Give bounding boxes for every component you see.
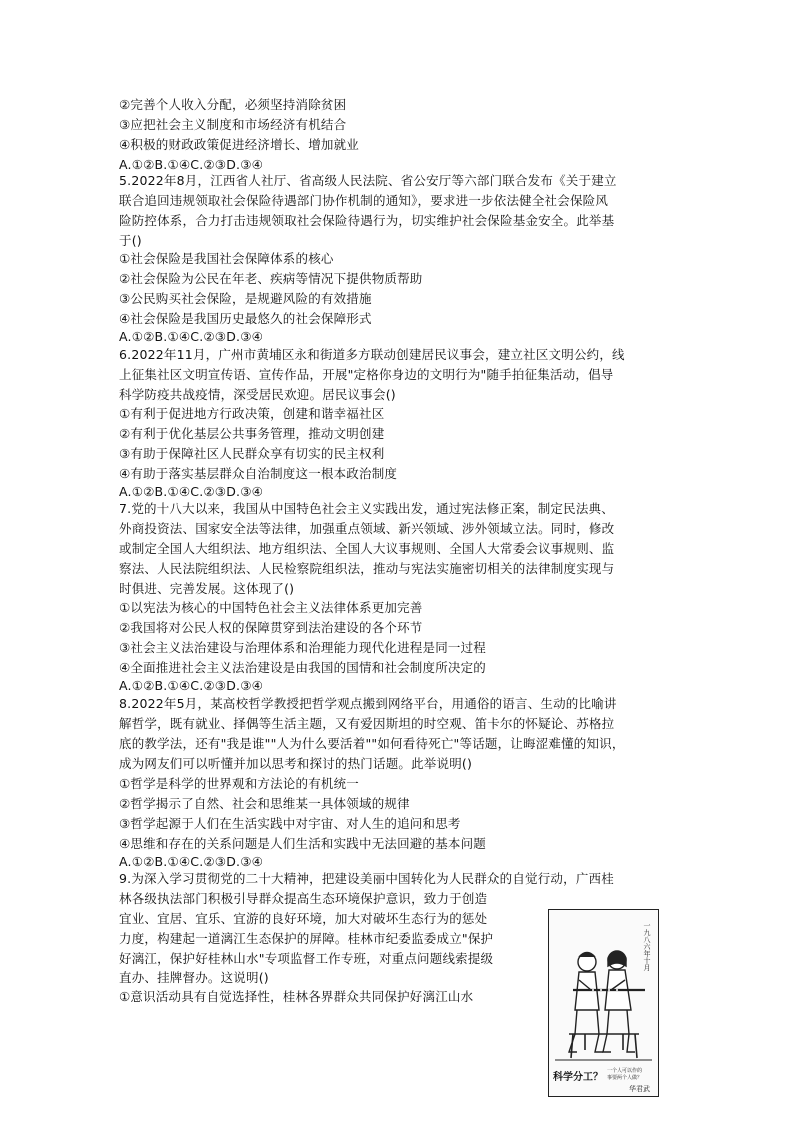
cartoon-date: 一九八六年十月 [643, 922, 651, 971]
q9-stem-line-6: 直办、挂牌督办。这说明() [119, 970, 269, 985]
q4-answer-choices: A.①②B.①④C.②③D.③④ [119, 157, 264, 172]
q5-option-1: ①社会保险是我国社会保障体系的核心 [119, 251, 334, 266]
q5-option-2: ②社会保险为公民在年老、疾病等情况下提供物质帮助 [119, 271, 423, 286]
q6-stem-line-3: 科学防疫共战疫情，深受居民欢迎。居民议事会() [119, 387, 396, 402]
q9-stem-line-3: 宜业、宜居、宜乐、宜游的良好环境，加大对破坏生态行为的惩处 [119, 911, 488, 926]
cartoon-caption-side [607, 1067, 642, 1081]
q4-option-2: ②完善个人收入分配，必须坚持消除贫困 [119, 97, 347, 112]
q5-stem-line-3: 险防控体系，合力打击违规领取社会保险待遇行为，切实维护社会保险基金安全。此举基 [119, 213, 615, 228]
q9-option-1: ①意识活动具有自觉选择性，桂林各界群众共同保护好漓江山水 [119, 989, 474, 1004]
q7-stem-line-4: 察法、人民法院组织法、人民检察院组织法，推动与宪法实施密切相关的法律制度实现与 [119, 561, 615, 576]
cartoon-caption-main: 科学分工？ [553, 1072, 603, 1083]
q8-answer-choices: A.①②B.①④C.②③D.③④ [119, 854, 264, 869]
q7-stem-line-3: 或制定全国人大组织法、地方组织法、全国人大议事规则、全国人大常委会议事规则、监 [119, 541, 615, 556]
q7-option-3: ③社会主义法治建设与治理体系和治理能力现代化进程是同一过程 [119, 640, 487, 655]
q7-answer-choices: A.①②B.①④C.②③D.③④ [119, 678, 264, 693]
figure-left [569, 953, 603, 1053]
q7-stem-line-1: 7.党的十八大以来，我国从中国特色社会主义实践出发，通过宪法修正案，制定民法典、 [119, 501, 614, 516]
q5-answer-choices: A.①②B.①④C.②③D.③④ [119, 329, 264, 344]
q8-option-4: ④思维和存在的关系问题是人们生活和实践中无法回避的基本问题 [119, 836, 487, 851]
q7-stem-line-5: 时俱进、完善发展。这体现了() [119, 581, 295, 596]
q6-option-1: ①有利于促进地方行政决策，创建和谐幸福社区 [119, 406, 385, 421]
q6-answer-choices: A.①②B.①④C.②③D.③④ [119, 484, 264, 499]
q5-option-4: ④社会保险是我国历史最悠久的社会保障形式 [119, 311, 372, 326]
q9-stem-line-5: 好漓江，保护好桂林山水"专项监督工作专班，对重点问题线索提级 [119, 951, 494, 966]
q8-stem-line-4: 成为网友们可以听懂并加以思考和探讨的热门话题。此举说明() [119, 756, 473, 771]
q8-stem-line-1: 8.2022年5月，某高校哲学教授把哲学观点搬到网络平台，用通俗的语言、生动的比喻讲 [119, 696, 617, 711]
q5-stem-line-1: 5.2022年8月，江西省人社厅、省高级人民法院、省公安厅等六部门联合发布《关于建立 [119, 173, 617, 188]
figure-right [603, 951, 635, 1052]
cartoon-drawing [549, 910, 658, 1096]
q8-option-1: ①哲学是科学的世界观和方法论的有机统一 [119, 776, 360, 791]
q6-option-2: ②有利于优化基层公共事务管理，推动文明创建 [119, 426, 385, 441]
cartoon-caption-side-line: 事要两个人做？ [607, 1075, 643, 1081]
q9-stem-line-1: 9.为深入学习贯彻党的二十大精神，把建设美丽中国转化为人民群众的自觉行动，广西桂 [119, 871, 614, 886]
q7-stem-line-2: 外商投资法、国家安全法等法律，加强重点领域、新兴领域、涉外领域立法。同时，修改 [119, 521, 615, 536]
q6-stem-line-2: 上征集社区文明宣传语、宣传作品，开展"定格你身边的文明行为"随手拍征集活动，倡导 [119, 367, 614, 382]
q8-option-2: ②哲学揭示了自然、社会和思维某一具体领域的规律 [119, 796, 410, 811]
q5-option-3: ③公民购买社会保险，是规避风险的有效措施 [119, 291, 372, 306]
q5-stem-line-2: 联合追回违规领取社会保险待遇部门协作机制的通知》，要求进一步依法健全社会保险风 [119, 193, 609, 208]
q7-option-1: ①以宪法为核心的中国特色社会主义法律体系更加完善 [119, 600, 423, 615]
q6-option-4: ④有助于落实基层群众自治制度这一根本政治制度 [119, 466, 398, 481]
q7-option-4: ④全面推进社会主义法治建设是由我国的国情和社会制度所决定的 [119, 660, 487, 675]
q5-stem-line-4: 于() [119, 233, 142, 248]
cartoon-signature: 华君武 [629, 1085, 650, 1093]
q8-stem-line-2: 解哲学，既有就业、择偶等生活主题，又有爱因斯坦的时空观、笛卡尔的怀疑论、苏格拉 [119, 716, 615, 731]
q8-stem-line-3: 底的教学法，还有"我是谁""人为什么要活着""如何看待死亡"等话题，让晦涩难懂的知识， [119, 736, 625, 751]
q9-stem-line-2: 林各级执法部门积极引导群众提高生态环境保护意识，致力于创造 [119, 891, 488, 906]
q8-option-3: ③哲学起源于人们在生活实践中对宇宙、对人生的追问和思考 [119, 816, 461, 831]
q9-stem-line-4: 力度，构建起一道漓江生态保护的屏障。桂林市纪委监委成立"保护 [119, 931, 494, 946]
q6-option-3: ③有助于保障社区人民群众享有切实的民主权利 [119, 446, 385, 461]
q4-option-4: ④积极的财政政策促进经济增长、增加就业 [119, 137, 360, 152]
cartoon-illustration [548, 909, 659, 1097]
q4-option-3: ③应把社会主义制度和市场经济有机结合 [119, 117, 347, 132]
cartoon-caption-side-line: 一个人可以作的 [607, 1068, 643, 1074]
q7-option-2: ②我国将对公民人权的保障贯穿到法治建设的各个环节 [119, 620, 423, 635]
q6-stem-line-1: 6.2022年11月，广州市黄埔区永和街道多方联动创建居民议事会，建立社区文明公约，线 [119, 347, 625, 362]
